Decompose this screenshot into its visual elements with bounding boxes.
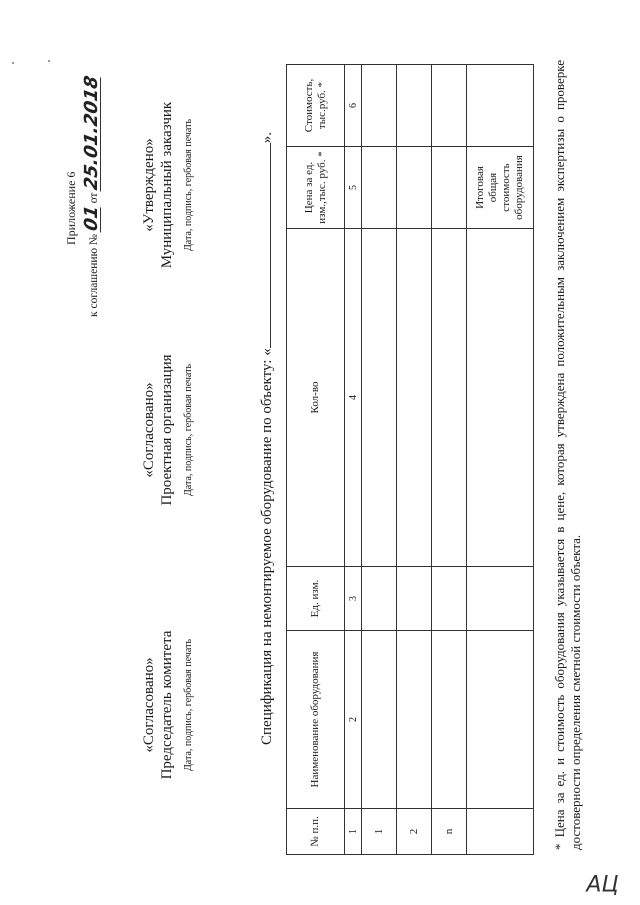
table-cell (432, 229, 467, 567)
table-cell (397, 631, 432, 809)
table-cell (432, 147, 467, 229)
approval-title: «Утверждено» (141, 138, 157, 232)
approval-caption: Дата, подпись, гербовая печать (183, 363, 194, 497)
table-cell (432, 631, 467, 809)
column-number: 2 (345, 631, 362, 809)
approval-caption: Дата, подпись, гербовая печать (183, 638, 194, 772)
table-cell (467, 567, 534, 631)
agreement-prefix: к соглашению № (88, 234, 100, 317)
signature: АЦ (586, 872, 619, 898)
total-row (467, 65, 534, 855)
table-cell (397, 65, 432, 147)
column-number: 4 (345, 229, 362, 567)
approval-block-customer (140, 75, 196, 295)
approval-block-chairman (140, 605, 196, 805)
column-header-unit: Ед. изм. (287, 567, 345, 631)
row-number: 2 (397, 809, 432, 855)
agreement-date-prefix: от (88, 192, 100, 204)
total-label: Итоговая общая стоимость оборудования (467, 147, 534, 229)
table-cell (432, 65, 467, 147)
column-header-cost: Стоимость, тыс.руб. * (287, 65, 345, 147)
table-cell (397, 567, 432, 631)
column-header-number: № п.п. (287, 809, 345, 855)
column-header-unit-price: Цена за ед. изм.,тыс. руб. * (287, 147, 345, 229)
table-cell (362, 631, 397, 809)
column-header-quantity: Кол-во (287, 229, 345, 567)
table-row (432, 65, 467, 855)
table-cell (432, 567, 467, 631)
table-cell (362, 147, 397, 229)
table-cell (362, 65, 397, 147)
column-number: 6 (345, 65, 362, 147)
table-header-row (287, 65, 345, 855)
row-number: 1 (362, 809, 397, 855)
object-name-blank (257, 143, 271, 348)
agreement-number: 01 (81, 204, 102, 233)
agreement-line (81, 73, 102, 317)
table-cell (467, 809, 534, 855)
column-number: 5 (345, 147, 362, 229)
table-cell (467, 229, 534, 567)
approval-caption: Дата, подпись, гербовая печать (183, 118, 194, 252)
approval-title: «Согласовано» (141, 657, 157, 753)
approval-block-design-org (140, 330, 196, 530)
column-number: 3 (345, 567, 362, 631)
table-cell (397, 147, 432, 229)
footnote: * Цена за ед. и стоимость оборудования указывается в цене, которая утверждена положительным заключением экспертизы о проверке достоверности определения сметной стоимости объекта. (552, 60, 583, 850)
total-value-cell (467, 65, 534, 147)
row-number: n (432, 809, 467, 855)
approval-role: Проектная организация (159, 354, 175, 506)
agreement-date: 25.01.2018 (81, 73, 102, 192)
approval-title: «Согласовано» (141, 382, 157, 478)
table-cell (362, 229, 397, 567)
column-number-row (345, 65, 362, 855)
approval-role: Муниципальный заказчик (159, 101, 175, 269)
table-row (397, 65, 432, 855)
table-cell (397, 229, 432, 567)
spec-title-prefix: Спецификация на немонтируемое оборудование по объекту: « (259, 348, 275, 745)
approval-role: Председатель комитета (159, 630, 175, 780)
spec-title-suffix: ». (259, 132, 275, 144)
appendix-label: Приложение 6 (64, 171, 78, 245)
table-row (362, 65, 397, 855)
table-cell (467, 631, 534, 809)
column-number: 1 (345, 809, 362, 855)
spec-table (286, 64, 534, 855)
table-cell (362, 567, 397, 631)
spec-title (257, 132, 276, 745)
column-header-name: Наименование оборудования (287, 631, 345, 809)
